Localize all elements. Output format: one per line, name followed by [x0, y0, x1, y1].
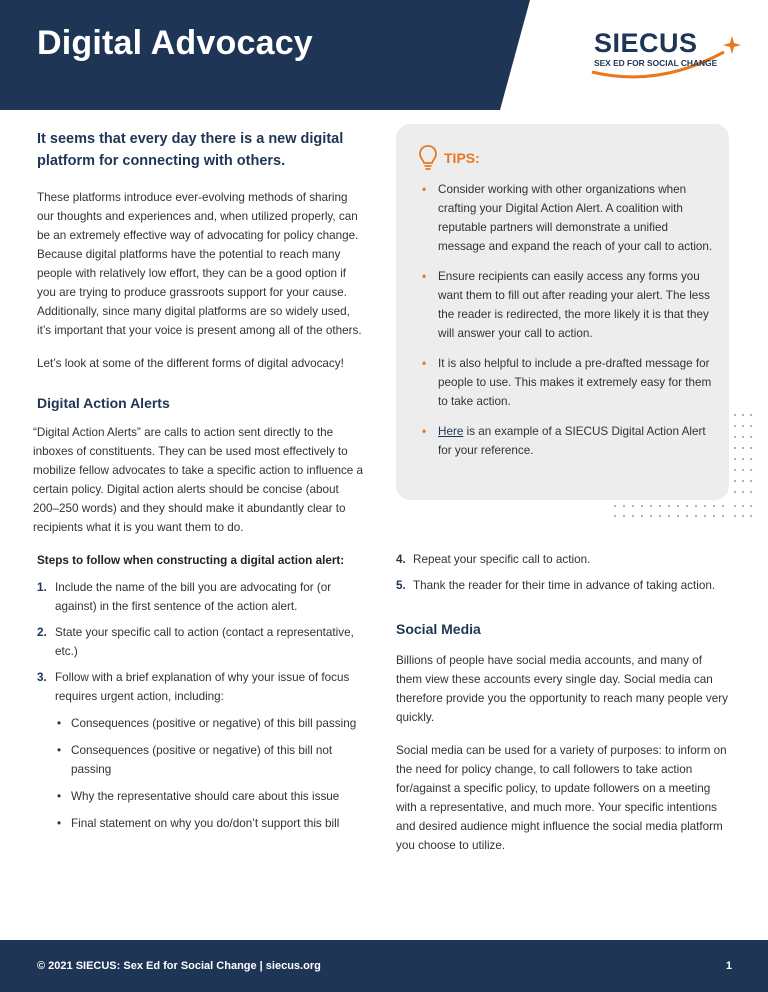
step-text: Repeat your specific call to action. [413, 553, 591, 566]
logo-wordmark: SIECUS [594, 28, 698, 58]
intro-heading: It seems that every day there is a new digital platform for connecting with others. [37, 131, 344, 169]
list-item [57, 787, 367, 806]
step-item [37, 668, 367, 706]
list-item-text: Consequences (positive or negative) of this bill passing [71, 717, 357, 730]
orange-bullet-icon: • [422, 425, 427, 438]
step-text: Follow with a brief explanation of why your issue of focus requires urgent action, including: [55, 671, 350, 703]
step-item [37, 623, 367, 661]
step-text: State your specific call to action (contact a representative, etc.) [55, 626, 354, 658]
digital-action-alerts-heading: Digital Action Alerts [37, 395, 170, 411]
logo-tagline: SEX ED FOR SOCIAL CHANGE [594, 58, 718, 68]
step-number: 5. [396, 579, 406, 592]
step-item [37, 578, 367, 616]
steps-list-continued [396, 550, 731, 595]
social-media-heading: Social Media [396, 621, 481, 637]
siecus-logo[interactable] [588, 28, 748, 88]
decorative-dot-grid [610, 412, 760, 522]
left-column [33, 128, 367, 841]
list-item [57, 714, 367, 733]
orange-bullet-icon: • [422, 270, 427, 283]
alerts-paragraph: “Digital Action Alerts” are calls to action sent directly to the inboxes of constituents. They can be used most effectively to mobilize fellow advocates to take a specific action to influence a certain policy. Digital action alerts should be concise (about 200–250 words) and they should make it abundantly clear to recipients what it is you want them to do. [33, 426, 364, 534]
tip-text: It is also helpful to include a pre-drafted message for people to use. This makes it extremely easy for them to take action. [438, 357, 712, 408]
step-text: Include the name of the bill you are advocating for (or against) in the first sentence of the action alert. [55, 581, 332, 613]
bullet-icon: • [57, 744, 62, 757]
step-item [396, 550, 731, 569]
bullet-icon: • [57, 717, 62, 730]
tip-text: Consider working with other organizations when crafting your Digital Action Alert. A coalition with reputable partners will demonstrate a unified message and expand the reach of your call to action. [438, 183, 713, 253]
example-alert-link[interactable]: Here [438, 425, 464, 438]
right-column [396, 550, 731, 869]
bullet-icon: • [57, 790, 62, 803]
tip-text: Ensure recipients can easily access any forms you want them to fill out after reading your alert. The less the reader is redirected, the more likely it is that they will answer your call to action. [438, 270, 710, 340]
step-number: 1. [37, 581, 47, 594]
tips-label: TIPS: [444, 150, 480, 166]
page-header [0, 0, 768, 110]
bullet-icon: • [57, 817, 62, 830]
social-paragraph-2: Social media can be used for a variety of purposes: to inform on the need for policy change, to call followers to take action for/against a specific policy, to update followers on a meeting with a representative, and much more. Your specific intentions and desired audience might influence the social media platform you choose to utilize. [396, 744, 727, 852]
footer-copyright: © 2021 SIECUS: Sex Ed for Social Change | siecus.org [37, 960, 321, 972]
consequences-list [37, 714, 367, 833]
step-text: Thank the reader for their time in advance of taking action. [413, 579, 716, 592]
list-item-text: Why the representative should care about this issue [71, 790, 340, 803]
tip-item [422, 180, 714, 256]
intro-paragraph: These platforms introduce ever-evolving methods of sharing our thoughts and experiences and, when utilized properly, can be an extremely effective way of advocating for policy change. Because digital platforms have the potential to reach many people with relatively low effort, they can be a good option if you are trying to produce grassroots support for your cause. Additionally, since many digital platforms are so widely used, it’s important that your voice is present among all of the others. [37, 191, 362, 337]
list-item-text: Consequences (positive or negative) of this bill not passing [71, 744, 333, 776]
step-number: 3. [37, 671, 47, 684]
tip-item [422, 354, 714, 411]
lightbulb-icon [418, 144, 438, 172]
list-item-text: Final statement on why you do/don’t support this bill [71, 817, 340, 830]
step-number: 4. [396, 553, 406, 566]
steps-heading: Steps to follow when constructing a digital action alert: [37, 554, 345, 567]
list-item [57, 741, 367, 779]
steps-list [37, 578, 367, 706]
tip-text: is an example of a SIECUS Digital Action Alert for your reference. [438, 425, 706, 457]
list-item [57, 814, 367, 833]
page-title: Digital Advocacy [37, 24, 313, 62]
tip-item [422, 267, 714, 343]
page-number: 1 [725, 960, 732, 972]
intro-lead: Let’s look at some of the different forms of digital advocacy! [37, 357, 344, 370]
orange-bullet-icon: • [422, 357, 427, 370]
social-paragraph-1: Billions of people have social media accounts, and many of them view these accounts every single day. Social media can therefore provide you the opportunity to reach many people very quickly. [396, 654, 728, 724]
orange-bullet-icon: • [422, 183, 427, 196]
step-number: 2. [37, 626, 47, 639]
step-item [396, 576, 731, 595]
page-footer [0, 940, 768, 992]
